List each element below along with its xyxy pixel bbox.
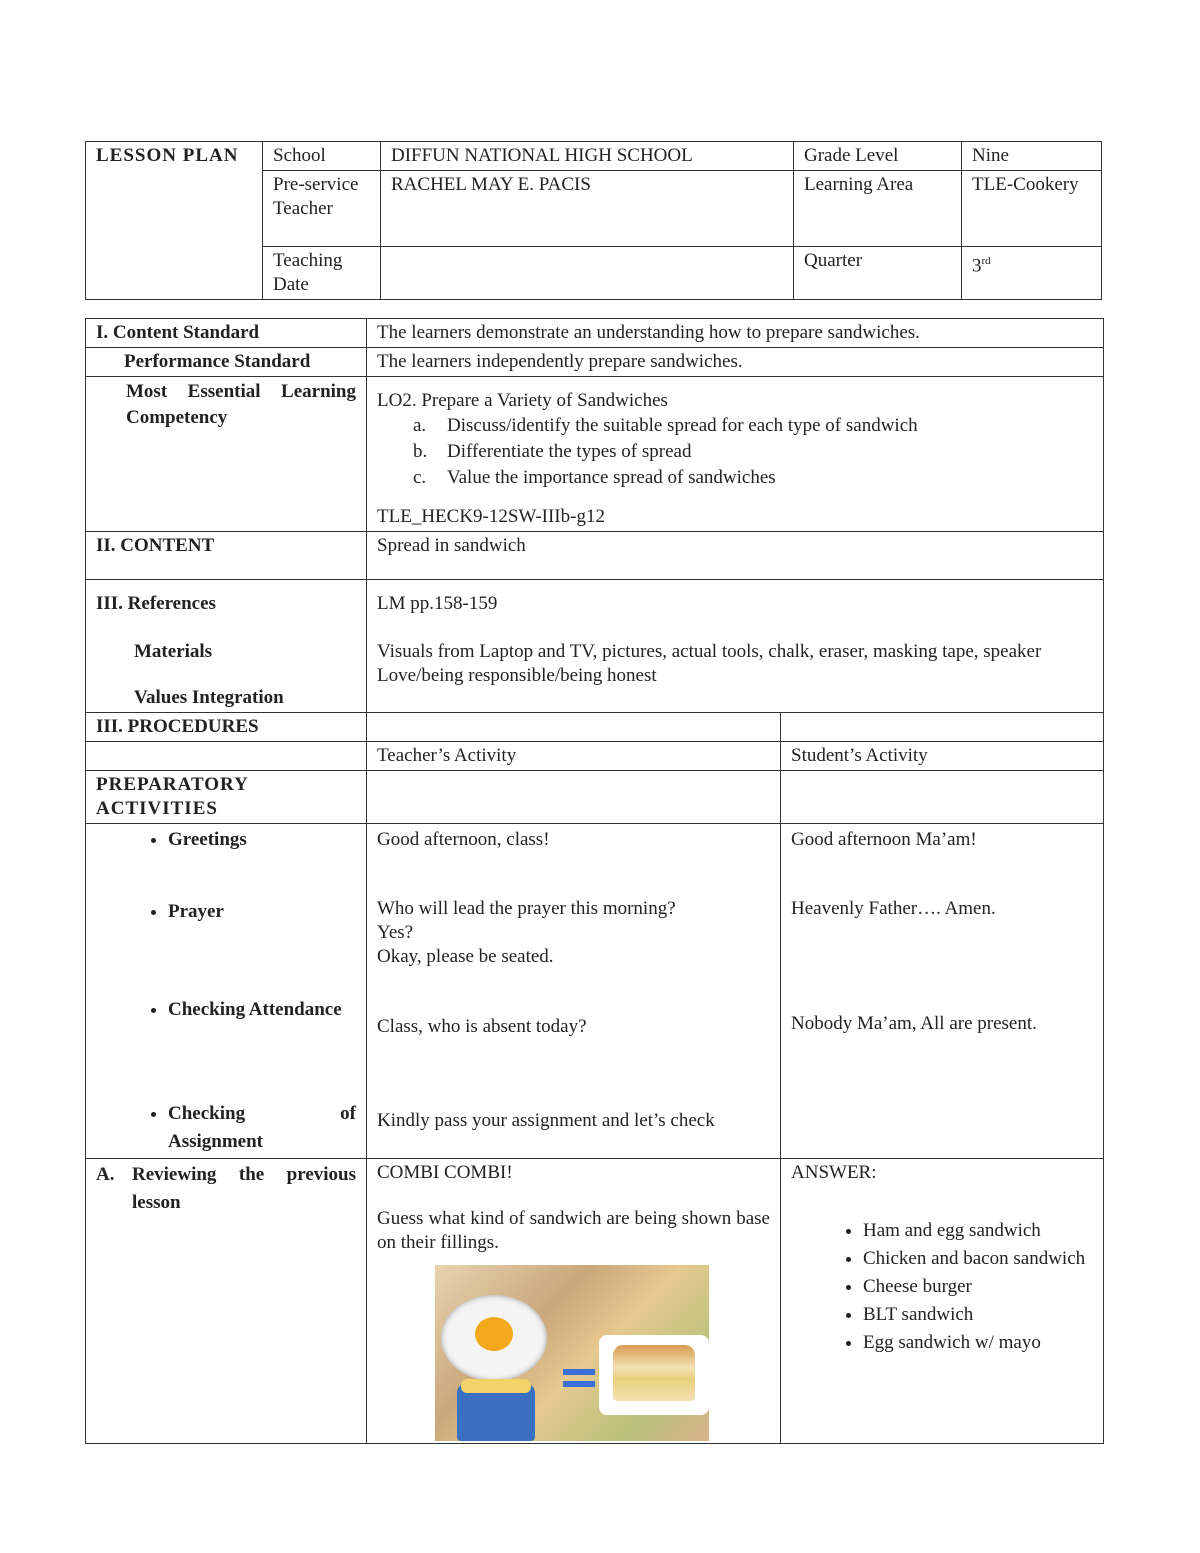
teaching-date-label: Teaching Date <box>263 247 381 300</box>
answer-item: • BLT sandwich <box>863 1301 1093 1329</box>
content-value: Spread in sandwich <box>367 532 1104 580</box>
review-title: COMBI COMBI! <box>377 1162 513 1183</box>
review-teacher-cell <box>367 1159 781 1444</box>
answer-list <box>791 1217 1093 1357</box>
references-value: LM pp.158-159 <box>377 593 498 614</box>
student-preparatory-cell <box>781 824 1104 1159</box>
review-student-cell <box>781 1159 1104 1444</box>
grade-level-value: Nine <box>962 142 1102 171</box>
lesson-plan-body-table <box>85 318 1104 1444</box>
greetings-student: Good afternoon Ma’am! <box>791 829 977 850</box>
greetings-teacher: Good afternoon, class! <box>377 829 550 850</box>
teacher-value: RACHEL MAY E. PACIS <box>381 171 794 247</box>
teaching-date-value <box>381 247 794 300</box>
assignment-item: • Checking of Assignment <box>168 1100 356 1156</box>
quarter-number: 3 <box>972 255 982 277</box>
empty-cell <box>781 713 1104 742</box>
lesson-plan-title: LESSON PLAN <box>86 142 263 300</box>
empty-cell <box>781 771 1104 824</box>
preparatory-list <box>96 828 356 1156</box>
sandwich-fillings-image <box>435 1265 709 1441</box>
melc-value <box>367 377 1104 532</box>
prayer-student: Heavenly Father…. Amen. <box>791 898 996 919</box>
fried-egg-image <box>441 1295 547 1381</box>
answer-item: • Chicken and bacon sandwich <box>863 1245 1093 1273</box>
teacher-activity-header: Teacher’s Activity <box>367 742 781 771</box>
review-label-row <box>96 1161 356 1217</box>
objective-list <box>377 413 1093 491</box>
content-label: II. CONTENT <box>86 532 367 580</box>
preparatory-activities-label: PREPARATORY ACTIVITIES <box>86 771 367 824</box>
melc-label: Most Essential Learning Competency <box>86 377 367 532</box>
references-value-cell <box>367 580 1104 713</box>
empty-cell <box>86 742 367 771</box>
procedures-label: III. PROCEDURES <box>86 713 367 742</box>
learning-area-label: Learning Area <box>794 171 962 247</box>
assignment-teacher: Kindly pass your assignment and let’s check <box>377 1110 715 1131</box>
review-marker: A. <box>96 1164 115 1185</box>
answer-item: • Cheese burger <box>863 1273 1093 1301</box>
melc-title: LO2. Prepare a Variety of Sandwiches <box>377 390 668 411</box>
references-label: III. References <box>96 593 216 614</box>
values-integration-label: Values Integration <box>134 687 284 708</box>
attendance-teacher: Class, who is absent today? <box>377 1016 587 1037</box>
prayer-item: • Prayer <box>168 900 356 996</box>
attendance-student: Nobody Ma’am, All are present. <box>791 1013 1037 1034</box>
review-label: Reviewing the previous lesson <box>132 1164 356 1213</box>
review-label-cell <box>86 1159 367 1444</box>
school-value: DIFFUN NATIONAL HIGH SCHOOL <box>381 142 794 171</box>
teacher-preparatory-cell <box>367 824 781 1159</box>
quarter-suffix: rd <box>981 255 991 267</box>
quarter-value <box>962 247 1102 300</box>
lesson-plan-header-table <box>85 141 1102 300</box>
performance-standard-label: Performance Standard <box>86 348 367 377</box>
objective-item: a. Discuss/identify the suitable spread for each type of sandwich <box>413 415 918 436</box>
mayonnaise-jar-image <box>457 1383 535 1441</box>
answer-label: ANSWER: <box>791 1162 877 1183</box>
materials-label: Materials <box>134 641 213 662</box>
values-integration-value: Love/being responsible/being honest <box>377 665 657 686</box>
quarter-label: Quarter <box>794 247 962 300</box>
content-standard-label: I. Content Standard <box>86 319 367 348</box>
references-label-cell <box>86 580 367 713</box>
attendance-item: • Checking Attendance <box>168 996 356 1100</box>
prayer-teacher-line-2: Yes? <box>377 922 414 943</box>
learning-area-value: TLE-Cookery <box>962 171 1102 247</box>
answer-item: • Egg sandwich w/ mayo <box>863 1329 1093 1357</box>
prayer-teacher-line-3: Okay, please be seated. <box>377 946 554 967</box>
empty-cell <box>367 771 781 824</box>
objective-item: b. Differentiate the types of spread <box>413 441 692 462</box>
answer-item: • Ham and egg sandwich <box>863 1217 1093 1245</box>
greetings-item: • Greetings <box>168 828 356 900</box>
content-standard-value: The learners demonstrate an understanding how to prepare sandwiches. <box>367 319 1104 348</box>
performance-standard-value: The learners independently prepare sandwiches. <box>367 348 1104 377</box>
prayer-teacher-line-1: Who will lead the prayer this morning? <box>377 898 676 919</box>
melc-code: TLE_HECK9-12SW-IIIb-g12 <box>377 506 605 527</box>
review-instruction: Guess what kind of sandwich are being shown base on their fillings. <box>377 1208 770 1253</box>
grade-level-label: Grade Level <box>794 142 962 171</box>
egg-sandwich-image <box>599 1335 709 1415</box>
objective-item: c. Value the importance spread of sandwiches <box>413 467 776 488</box>
preparatory-items-cell <box>86 824 367 1159</box>
school-label: School <box>263 142 381 171</box>
materials-value: Visuals from Laptop and TV, pictures, actual tools, chalk, eraser, masking tape, speaker <box>377 641 1042 662</box>
equals-icon <box>563 1369 595 1389</box>
teacher-label: Pre-service Teacher <box>263 171 381 247</box>
student-activity-header: Student’s Activity <box>781 742 1104 771</box>
empty-cell <box>367 713 781 742</box>
